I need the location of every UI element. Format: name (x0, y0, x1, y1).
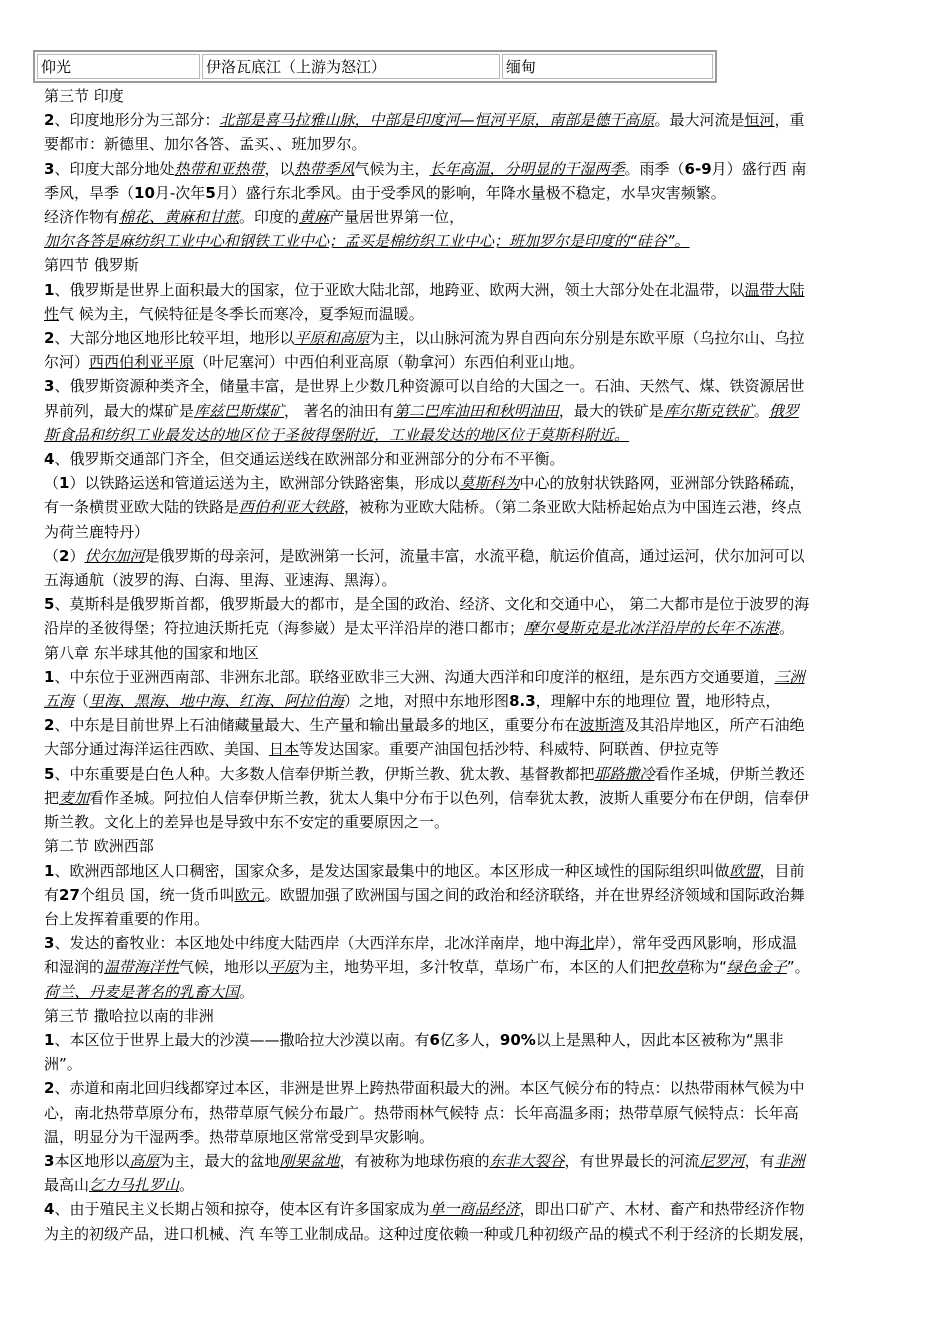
item-number: 2 (59, 546, 70, 565)
text-line (44, 568, 910, 592)
emphasis-text: 三洲 (774, 667, 805, 686)
text-span: 、中东是目前世界上石油储藏量最大、生产量和输出量最多的地区，重要分布在 (54, 716, 580, 735)
text-span: ”。 (786, 958, 810, 977)
text-line (44, 132, 910, 156)
emphasis-text: 乞力马扎罗山 (89, 1176, 180, 1195)
text-span: 亿多人， (439, 1030, 500, 1049)
table-cell-city: 仰光 (37, 54, 200, 79)
text-span: 、俄罗斯资源种类齐全，储量丰富，是世界上少数几种资源可以自给的大国之一。石油、天然气、煤、铁资源居世 (54, 377, 805, 396)
text-span: 要都市：新德里、加尔各答、孟买、、班加罗尔。 (44, 135, 367, 154)
text-line (44, 786, 910, 810)
text-span: 看作圣城。阿拉伯人信奉伊斯兰教，犹太人集中分布于以色列，信奉犹太教，波斯人重要分布在伊朗，信奉伊 (89, 788, 810, 807)
text-span: 。 (779, 619, 795, 638)
text-line (44, 471, 910, 495)
text-line (44, 544, 910, 568)
heading-text: 第三节 印度 (44, 87, 124, 105)
text-span: 以上是黑种人，因此本区被称为“黑非 (535, 1030, 784, 1049)
emphasis-text: 库尔斯克铁矿 (663, 401, 754, 420)
emphasis-text: 摩尔曼斯克是北冰洋沿岸的长年不冻港 (524, 619, 780, 638)
text-span: 个组员 国，统一货币叫 (79, 885, 235, 904)
text-line (44, 399, 910, 423)
text-span: （ (44, 546, 60, 565)
text-line (44, 326, 910, 350)
text-span: ，目前 (759, 861, 805, 880)
text-span: 。最大河流是 (654, 111, 745, 130)
text-span: 和湿润的 (44, 958, 105, 977)
emphasis-text: 牧草 (659, 958, 690, 977)
text-line (44, 278, 910, 302)
text-span: ）之地，对照中东地形图 (344, 692, 510, 711)
text-span: （ (74, 692, 90, 711)
text-span: 为荷兰鹿特丹） (44, 522, 150, 541)
text-span: 称为“ (689, 958, 727, 977)
bold-number: 5 (205, 183, 216, 202)
text-span: ，有 (744, 1151, 775, 1170)
underlined-text: 日本 (269, 740, 300, 759)
text-line (44, 980, 910, 1004)
emphasis-text: 刚果盆地 (279, 1151, 340, 1170)
text-span: 月-次年 (154, 183, 206, 202)
emphasis-text: 热带季风 (294, 159, 355, 178)
text-line (44, 883, 910, 907)
text-span: 有一条横贯亚欧大陆的铁路是 (44, 498, 240, 517)
text-span: ，有被称为地球伤痕的 (339, 1151, 490, 1170)
item-number: 4 (44, 1200, 55, 1219)
text-span: 尔河） (44, 353, 90, 372)
text-line (44, 931, 910, 955)
emphasis-text: 单一商品经济 (429, 1200, 520, 1219)
underlined-text: 欧元 (234, 885, 265, 904)
emphasis-text: 耶路撒冷 (594, 764, 655, 783)
text-span: 、印度大部分地处 (54, 159, 175, 178)
item-number: 3 (44, 1151, 55, 1170)
underlined-text: 温带大陆 (744, 280, 805, 299)
text-span: 为主，最大的盆地 (159, 1151, 280, 1170)
text-span: 五海通航（波罗的海、白海、里海、亚速海、黑海）。 (44, 571, 397, 590)
underlined-text: 波斯湾 (579, 716, 625, 735)
text-span: 心，南北热带草原分布，热带草原气候分布最广。热带雨林气候特 点：长年高温多雨；热带草原气候特点：长年高 (44, 1103, 799, 1122)
text-span: 、大部分地区地形比较平坦，地形以 (54, 329, 295, 348)
item-number: 3 (44, 934, 55, 953)
emphasis-text: 平原和高原 (294, 329, 370, 348)
emphasis-text: 绿色金子 (726, 958, 787, 977)
bold-number: 6 (429, 1030, 440, 1049)
underlined-text: 性 (44, 304, 60, 323)
text-line (44, 665, 910, 689)
text-line (44, 762, 910, 786)
item-number: 5 (44, 595, 55, 614)
text-line (44, 955, 910, 979)
emphasis-text: 热带和亚热带 (174, 159, 265, 178)
text-span: 大部分通过海洋运往西欧、美国、 (44, 740, 270, 759)
emphasis-text: 加尔各答是麻纺织工业中心和钢铁工业中心；孟买是棉纺织工业中心；班加罗尔是印度的“硅谷”。 (44, 232, 690, 251)
text-line (44, 1028, 910, 1052)
item-number: 1 (44, 1030, 55, 1049)
bold-number: 8.3 (509, 692, 536, 711)
text-line (44, 157, 910, 181)
emphasis-text: 欧盟 (729, 861, 760, 880)
text-span: 经济作物有 (44, 208, 120, 227)
text-span: 气候为主， (354, 159, 430, 178)
text-span: 及其沿岸地区，所产石油绝 (624, 716, 805, 735)
table-cell-river: 伊洛瓦底江（上游为怒江） (202, 54, 500, 79)
text-line (44, 1125, 910, 1149)
text-line (44, 302, 910, 326)
item-number: 1 (44, 280, 55, 299)
section-heading (44, 641, 910, 665)
text-span: 。 (179, 1176, 195, 1195)
text-span: ） (69, 546, 85, 565)
text-line (44, 859, 910, 883)
heading-text: 第二节 欧洲西部 (44, 837, 154, 856)
text-span: 洲”。 (44, 1055, 82, 1074)
section-heading (44, 1004, 910, 1028)
text-span: 月）盛行西 南 (711, 159, 807, 178)
text-span: 为主的初级产品，进口机械、汽 车等工业制成品。这种过度依赖一种或几种初级产品的模式不利于经济的长期发展， (44, 1224, 814, 1243)
text-span: ，以 (264, 159, 295, 178)
text-span: ， 著名的油田有 (284, 401, 394, 420)
underlined-text: 西西伯利亚平原 (89, 353, 195, 372)
emphasis-text: 非洲 (774, 1151, 805, 1170)
table-row (37, 54, 713, 79)
text-line (44, 205, 910, 229)
text-line (44, 1076, 910, 1100)
emphasis-text: 西伯利亚大铁路 (239, 498, 345, 517)
emphasis-text: 荷兰、丹麦是著名的乳畜大国 (44, 982, 240, 1001)
emphasis-text: 库兹巴斯煤矿 (194, 401, 285, 420)
text-span: 、赤道和南北回归线都穿过本区，非洲是世界上跨热带面积最大的洲。本区气候分布的特点：以热带雨林气候为中 (54, 1079, 805, 1098)
emphasis-text: 黄麻 (299, 208, 330, 227)
item-number: 2 (44, 1079, 55, 1098)
text-line (44, 592, 910, 616)
text-line (44, 520, 910, 544)
table-cell-country: 缅甸 (502, 54, 713, 79)
text-line (44, 350, 910, 374)
text-span: 、印度地形分为三部分： (54, 111, 220, 130)
emphasis-text: 第二巴库油田和秋明油田 (393, 401, 559, 420)
item-number: 5 (44, 764, 55, 783)
text-line (44, 181, 910, 205)
text-span: 本区地形以 (54, 1151, 130, 1170)
text-span: 、莫斯科是俄罗斯首都，俄罗斯最大的都市，是全国的政治、经济、文化和交通中心， 第二大都市是位于波罗的海 (54, 595, 810, 614)
text-line (44, 1222, 910, 1246)
text-span: 为主，以山脉河流为界自西向东分别是东欧平原（乌拉尔山、乌拉 (369, 329, 805, 348)
text-span: 气 候为主，气候特征是冬季长而寒冷，夏季短而温暖。 (59, 304, 424, 323)
bold-number: 10 (134, 183, 155, 202)
text-line (44, 447, 910, 471)
text-span: 看作圣城，伊斯兰教还 (654, 764, 805, 783)
text-span: ，最大的铁矿是 (558, 401, 664, 420)
emphasis-text: 斯食品和纺织工业最发达的地区位于圣彼得堡附近，工业最发达的地区位于莫斯科附近。 (44, 425, 630, 444)
emphasis-text: 平原 (269, 958, 300, 977)
emphasis-text: 五海 (44, 692, 75, 711)
text-span: ，被称为亚欧大陆桥。（第二条亚欧大陆桥起始点为中国连云港，终点 (344, 498, 802, 517)
item-number: 3 (44, 377, 55, 396)
heading-text: 第三节 撒哈拉以南的非洲 (44, 1006, 214, 1025)
text-line (44, 374, 910, 398)
text-span: 、发达的畜牧业：本区地处中纬度大陆西岸（大西洋东岸，北冰洋南岸，地中海 (54, 934, 580, 953)
item-number: 3 (44, 159, 55, 178)
text-span: 岸），常年受西风影响，形成温 (594, 934, 797, 953)
emphasis-text: 北部是喜马拉雅山脉，中部是印度河—恒河平原，南部是德干高原 (219, 111, 655, 130)
text-span: 中心的放射状铁路网，亚洲部分铁路稀疏， (519, 474, 805, 493)
bold-number: 6-9 (684, 159, 712, 178)
text-span: 气候，地形以 (179, 958, 270, 977)
text-span: 界前列，最大的煤矿是 (44, 401, 195, 420)
text-span: 、本区位于世界上最大的沙漠——撒哈拉大沙漠以南。有 (54, 1030, 430, 1049)
text-span: ）以铁路运送和管道运送为主，欧洲部分铁路密集，形成以 (69, 474, 460, 493)
emphasis-text: 高原 (129, 1151, 160, 1170)
text-span: 等发达国家。重要产油国包括沙特、科威特、阿联酋、伊拉克等 (299, 740, 720, 759)
item-number: 1 (59, 474, 70, 493)
city-river-table (33, 50, 717, 83)
emphasis-text: 麦加 (59, 788, 90, 807)
text-line (44, 1052, 910, 1076)
text-span: 。欧盟加强了欧洲国与国之间的政治和经济联络，并在世界经济领域和国际政治舞 (264, 885, 805, 904)
text-span: 月）盛行东北季风。由于受季风的影响，年降水量极不稳定，水旱灾害频繁。 (215, 183, 726, 202)
text-line (44, 689, 910, 713)
heading-text: 第八章 东半球其他的国家和地区 (44, 643, 259, 662)
text-span: 、俄罗斯是世界上面积最大的国家，位于亚欧大陆北部，地跨亚、欧两大洲，领土大部分处在北温带，以 (54, 280, 745, 299)
text-span: （叶尼塞河）中西伯利亚高原（勒拿河）东西伯利亚山地。 (194, 353, 585, 372)
text-line (44, 616, 910, 640)
emphasis-text: 长年高温，分明显的干湿两季 (429, 159, 625, 178)
text-span: 为主，地势平坦，多汁牧草，草场广布，本区的人们把 (299, 958, 660, 977)
section-heading (44, 84, 910, 108)
underlined-text: 恒河 (744, 111, 775, 130)
text-span: 最高山 (44, 1176, 90, 1195)
text-span: 、中东重要是白色人种。大多数人信奉伊斯兰教，伊斯兰教、犹太教、基督教都把 (54, 764, 595, 783)
text-line (44, 1149, 910, 1173)
text-line (44, 737, 910, 761)
bold-number: 90% (499, 1030, 536, 1049)
text-span: 是俄罗斯的母亲河，是欧洲第一长河，流量丰富，水流平稳，航运价值高，通过运河，伏尔加河可以 (144, 546, 805, 565)
item-number: 1 (44, 861, 55, 880)
emphasis-text: 里海、黑海、地中海、红海、阿拉伯海 (89, 692, 345, 711)
text-span: ，重 (774, 111, 805, 130)
emphasis-text: 莫斯科为 (459, 474, 520, 493)
text-span: 。 (239, 982, 255, 1001)
text-span: 台上发挥着重要的作用。 (44, 909, 210, 928)
text-span: 。印度的 (239, 208, 300, 227)
text-span: ，即出口矿产、木材、畜产和热带经济作物 (519, 1200, 805, 1219)
item-number: 2 (44, 329, 55, 348)
text-line (44, 229, 910, 253)
text-span: 把 (44, 788, 60, 807)
section-heading (44, 834, 910, 858)
item-number: 2 (44, 111, 55, 130)
text-span: （ (44, 474, 60, 493)
item-number: 2 (44, 716, 55, 735)
text-line (44, 810, 910, 834)
emphasis-text: 俄罗 (768, 401, 799, 420)
text-line (44, 907, 910, 931)
text-line (44, 713, 910, 737)
emphasis-text: 东非大裂谷 (489, 1151, 565, 1170)
heading-text: 第四节 俄罗斯 (44, 256, 139, 275)
section-heading (44, 253, 910, 277)
text-line (44, 1101, 910, 1125)
text-span: ，理解中东的地理位 置，地形特点， (535, 692, 781, 711)
text-line (44, 1197, 910, 1221)
emphasis-text: 温带海洋性 (104, 958, 180, 977)
text-span: 温，明显分为干湿两季。热带草原地区常常受到旱灾影响。 (44, 1127, 435, 1146)
emphasis-text: 尼罗河 (699, 1151, 745, 1170)
text-span: 。雨季（ (624, 159, 685, 178)
text-line (44, 1173, 910, 1197)
item-number: 4 (44, 450, 55, 469)
text-line (44, 495, 910, 519)
text-span: 产量居世界第一位， (329, 208, 465, 227)
text-line (44, 423, 910, 447)
text-span: 有 (44, 885, 60, 904)
text-span: 斯兰教。文化上的差异也是导致中东不安定的重要原因之一。 (44, 813, 450, 832)
text-line (44, 108, 910, 132)
item-number: 1 (44, 667, 55, 686)
emphasis-text: 棉花、黄麻和甘蔗 (119, 208, 240, 227)
text-span: ，有世界最长的河流 (564, 1151, 700, 1170)
text-span: 。 (753, 401, 769, 420)
document-body (44, 84, 910, 1246)
text-span: 、由于殖民主义长期占领和掠夺，使本区有许多国家成为 (54, 1200, 430, 1219)
emphasis-text: 伏尔加河 (84, 546, 145, 565)
text-span: 、欧洲西部地区人口稠密，国家众多，是发达国家最集中的地区。本区形成一种区域性的国际组织叫做 (54, 861, 730, 880)
text-span: 季风，旱季（ (44, 183, 135, 202)
bold-number: 27 (59, 885, 80, 904)
underlined-text: 北 (579, 934, 595, 953)
text-span: 沿岸的圣彼得堡；符拉迪沃斯托克（海参崴）是太平洋沿岸的港口都市； (44, 619, 525, 638)
text-span: 、俄罗斯交通部门齐全，但交通运送线在欧洲部分和亚洲部分的分布不平衡。 (54, 450, 565, 469)
text-span: 、中东位于亚洲西南部、非洲东北部。联络亚欧非三大洲、沟通大西洋和印度洋的枢纽，是东西方交通要道， (54, 667, 775, 686)
